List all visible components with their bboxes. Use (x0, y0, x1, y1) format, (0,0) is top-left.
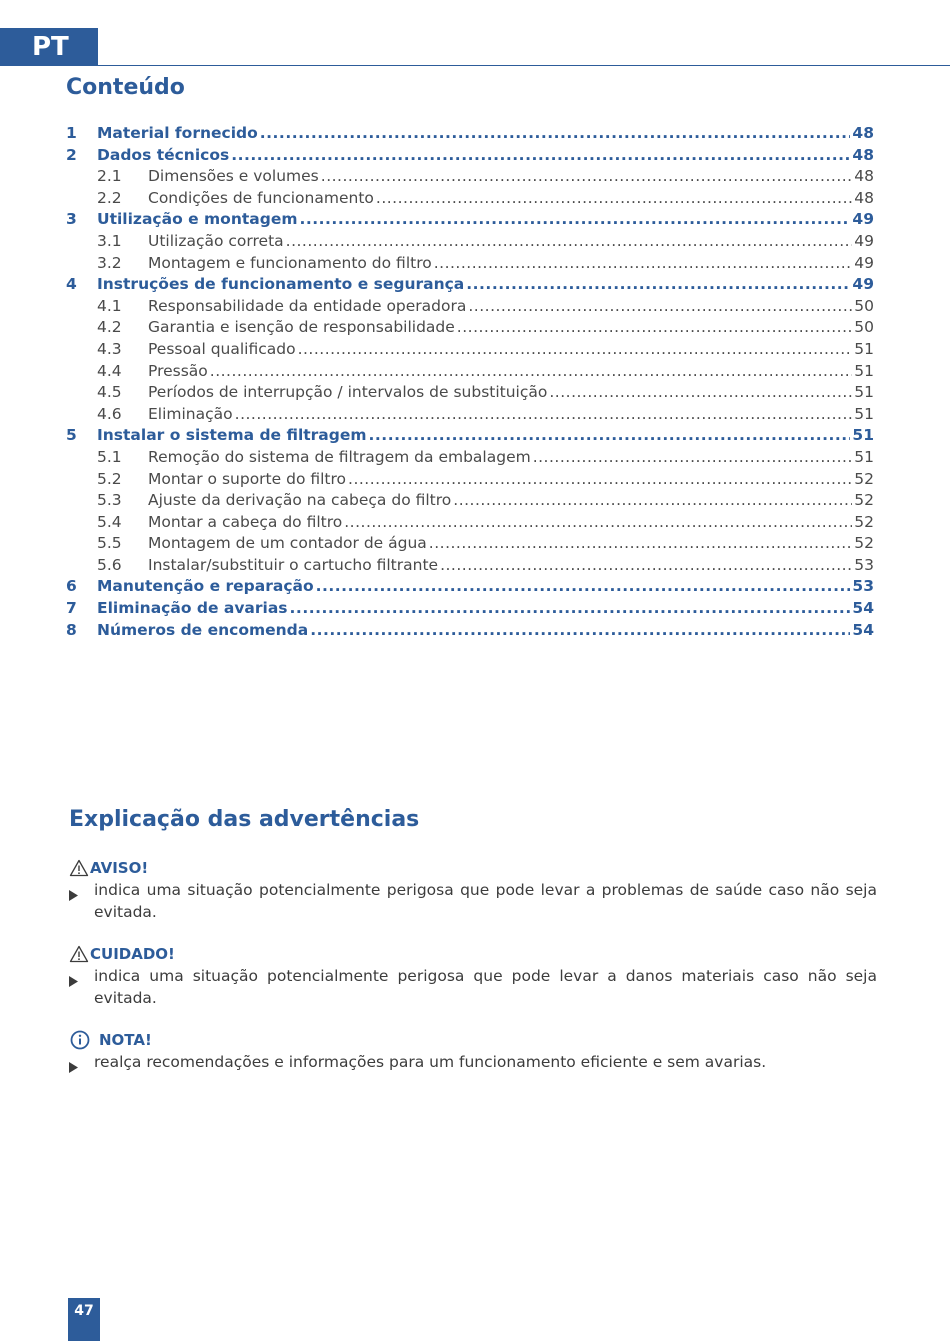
toc-leader-dots (468, 297, 852, 315)
toc-leader-dots (344, 513, 852, 531)
toc-entry-number: 6 (66, 577, 77, 596)
toc-entry-number: 3.1 (97, 231, 122, 250)
toc-entry[interactable] (66, 513, 874, 535)
toc-entry[interactable] (66, 362, 874, 384)
toc-leader-dots (260, 124, 851, 142)
toc-entry-number: 5.1 (97, 447, 122, 466)
toc-entry[interactable] (66, 167, 874, 189)
toc-entry-number: 5.5 (97, 534, 122, 553)
toc-entry-page: 48 (852, 145, 874, 164)
toc-entry-number: 2.1 (97, 167, 122, 186)
warning-heading (69, 857, 877, 879)
toc-entry-page: 51 (854, 361, 874, 380)
toc-entry-label: Manutenção e reparação (97, 577, 314, 596)
toc-entry-label: Números de encomenda (97, 620, 309, 639)
toc-entry-label: Eliminação (148, 404, 233, 423)
toc-entry-label: Montagem de um contador de água (148, 534, 427, 553)
toc-entry-page: 51 (854, 383, 874, 402)
toc-entry-label: Dados técnicos (97, 145, 230, 164)
warning-item-aviso (69, 857, 877, 923)
toc-entry[interactable] (66, 210, 874, 232)
toc-leader-dots (316, 577, 851, 595)
toc-leader-dots (210, 362, 852, 380)
toc-leader-dots (231, 146, 850, 164)
toc-entry-number: 4.3 (97, 339, 122, 358)
toc-entry-number: 7 (66, 599, 77, 618)
toc-entry-label: Pessoal qualificado (148, 339, 296, 358)
toc-entry-label: Remoção do sistema de filtragem da embalagem (148, 447, 531, 466)
toc-leader-dots (286, 232, 853, 250)
toc-entry-label: Instruções de funcionamento e segurança (97, 275, 465, 294)
toc-entry-page: 48 (852, 124, 874, 142)
toc-entry[interactable] (66, 189, 874, 211)
toc-entry-page: 51 (854, 447, 874, 466)
header-rule (98, 65, 950, 66)
toc-entry[interactable] (66, 534, 874, 556)
toc-leader-dots (440, 556, 852, 574)
toc-entry-page: 52 (854, 534, 874, 553)
toc-entry-label: Utilização e montagem (97, 210, 298, 229)
toc-title: Conteúdo (66, 75, 185, 100)
warning-description (69, 965, 877, 1009)
toc-entry-page: 50 (854, 318, 874, 337)
toc-entry-number: 2.2 (97, 188, 122, 207)
toc-entry[interactable] (66, 146, 874, 168)
toc-entry-page: 51 (852, 426, 874, 445)
toc-entry[interactable] (66, 297, 874, 319)
toc-entry[interactable] (66, 556, 874, 578)
toc-entry-page: 49 (852, 275, 874, 294)
warning-heading (69, 943, 877, 965)
warning-heading (69, 1029, 877, 1051)
toc-entry-label: Instalar o sistema de filtragem (97, 426, 367, 445)
toc-entry-number: 5.6 (97, 555, 122, 574)
toc-leader-dots (348, 470, 852, 488)
toc-entry-label: Pressão (148, 361, 208, 380)
toc-entry-page: 53 (854, 555, 874, 574)
toc-entry-page: 49 (852, 210, 874, 229)
toc-entry-number: 2 (66, 145, 77, 164)
toc-entry-number: 4 (66, 275, 77, 294)
toc-entry[interactable] (66, 448, 874, 470)
toc-entry-label: Material fornecido (97, 124, 258, 142)
toc-entry-page: 52 (854, 491, 874, 510)
warnings-title: Explicação das advertências (69, 807, 420, 832)
toc-entry-page: 48 (854, 167, 874, 186)
warning-description (69, 879, 877, 923)
toc-entry-label: Montagem e funcionamento do filtro (148, 253, 432, 272)
toc-entry-number: 4.1 (97, 296, 122, 315)
warning-label: CUIDADO! (90, 945, 175, 963)
toc-entry[interactable] (66, 426, 874, 448)
toc-entry-number: 5.2 (97, 469, 122, 488)
toc-entry[interactable] (66, 340, 874, 362)
toc-entry-page: 51 (854, 339, 874, 358)
triangle-bullet-icon (69, 1051, 94, 1079)
toc-entry[interactable] (66, 491, 874, 513)
toc-entry[interactable] (66, 124, 874, 146)
triangle-bullet-icon (69, 965, 94, 1009)
toc-entry-number: 3.2 (97, 253, 122, 272)
toc-entry-page: 48 (854, 188, 874, 207)
toc-entry[interactable] (66, 254, 874, 276)
toc-leader-dots (321, 167, 853, 185)
language-code: PT (32, 32, 69, 62)
toc-leader-dots (235, 405, 853, 423)
warning-item-cuidado (69, 943, 877, 1009)
warning-description (69, 1051, 877, 1079)
toc-entry-page: 49 (854, 231, 874, 250)
warning-label: NOTA! (99, 1031, 152, 1049)
toc-leader-dots (429, 534, 852, 552)
toc-leader-dots (299, 210, 850, 228)
toc-entry-number: 4.6 (97, 404, 122, 423)
toc-leader-dots (533, 448, 853, 466)
toc-entry-label: Garantia e isenção de responsabilidade (148, 318, 455, 337)
toc-entry-number: 5 (66, 426, 77, 445)
page-number (68, 1298, 100, 1341)
toc-leader-dots (457, 318, 852, 336)
toc-leader-dots (453, 491, 852, 509)
toc-leader-dots (466, 275, 850, 293)
toc-entry-number: 4.2 (97, 318, 122, 337)
toc-entry-label: Eliminação de avarias (97, 599, 288, 618)
toc-entry-number: 5.4 (97, 512, 122, 531)
toc-entry[interactable] (66, 405, 874, 427)
toc-leader-dots (298, 340, 853, 358)
warning-text: realça recomendações e informações para um funcionamento eficiente e sem avarias. (94, 1053, 767, 1071)
toc-leader-dots (290, 599, 851, 617)
toc-entry-number: 1 (66, 124, 77, 142)
toc-entry[interactable] (66, 621, 874, 643)
warning-triangle-icon (69, 945, 89, 963)
toc-leader-dots (549, 383, 852, 401)
toc-entry-label: Responsabilidade da entidade operadora (148, 296, 467, 315)
toc-entry[interactable] (66, 318, 874, 340)
toc-leader-dots (310, 621, 850, 639)
warning-label: AVISO! (90, 859, 149, 877)
toc-entry-label: Utilização correta (148, 231, 284, 250)
triangle-bullet-icon (69, 879, 94, 923)
toc-leader-dots (434, 254, 853, 272)
toc-entry-page: 51 (854, 404, 874, 423)
table-of-contents (66, 124, 874, 642)
page-number-value: 47 (74, 1303, 94, 1319)
toc-entry-label: Dimensões e volumes (148, 167, 319, 186)
toc-entry-number: 3 (66, 210, 77, 229)
language-tab (0, 28, 98, 66)
toc-entry[interactable] (66, 275, 874, 297)
toc-entry[interactable] (66, 232, 874, 254)
toc-entry-number: 8 (66, 620, 77, 639)
toc-leader-dots (369, 426, 851, 444)
warning-item-nota (69, 1029, 877, 1079)
toc-entry-page: 52 (854, 469, 874, 488)
toc-entry-label: Montar a cabeça do filtro (148, 512, 343, 531)
toc-entry[interactable] (66, 383, 874, 405)
warning-text: indica uma situação potencialmente perigosa que pode levar a danos materiais caso não seja evitada. (94, 967, 877, 1007)
toc-leader-dots (376, 189, 852, 207)
toc-entry-page: 52 (854, 512, 874, 531)
toc-entry-page: 50 (854, 296, 874, 315)
toc-entry-label: Instalar/substituir o cartucho filtrante (148, 555, 439, 574)
toc-entry[interactable] (66, 470, 874, 492)
toc-entry-label: Períodos de interrupção / intervalos de substituição (148, 383, 548, 402)
toc-entry-page: 53 (852, 577, 874, 596)
warning-text: indica uma situação potencialmente perigosa que pode levar a problemas de saúde caso não seja evitada. (94, 881, 877, 921)
warning-triangle-icon (69, 859, 89, 877)
toc-entry-label: Condições de funcionamento (148, 188, 374, 207)
toc-entry-number: 4.5 (97, 383, 122, 402)
toc-entry-label: Ajuste da derivação na cabeça do filtro (148, 491, 452, 510)
toc-entry-number: 4.4 (97, 361, 122, 380)
toc-entry[interactable] (66, 577, 874, 599)
toc-entry-label: Montar o suporte do filtro (148, 469, 347, 488)
toc-entry-number: 5.3 (97, 491, 122, 510)
toc-entry[interactable] (66, 599, 874, 621)
info-circle-icon (69, 1030, 93, 1050)
toc-entry-page: 54 (852, 599, 874, 618)
toc-entry-page: 54 (852, 620, 874, 639)
toc-entry-page: 49 (854, 253, 874, 272)
